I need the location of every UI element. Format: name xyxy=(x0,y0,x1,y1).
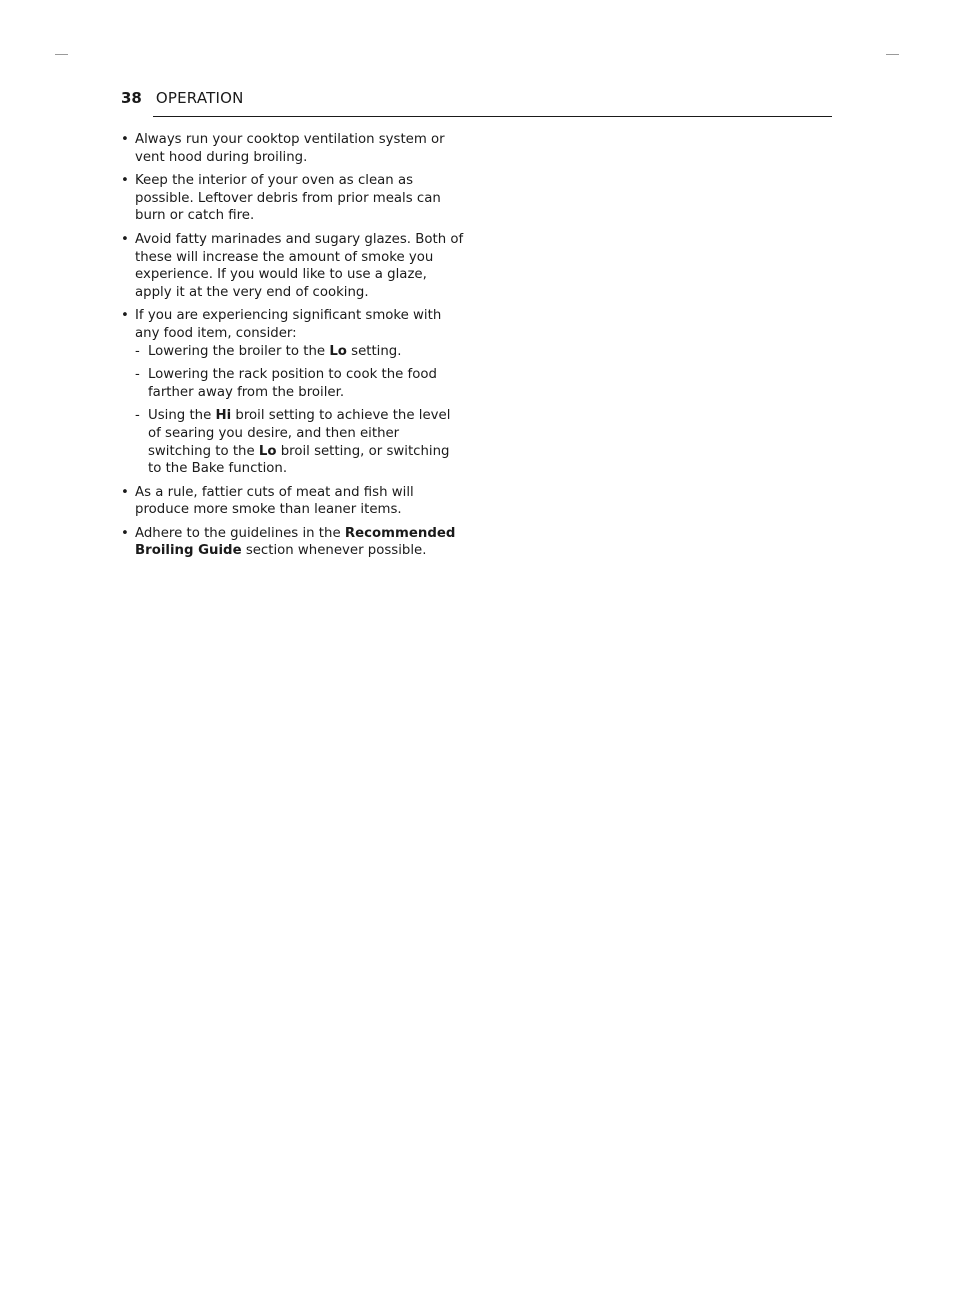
list-item-text: section whenever possible. xyxy=(241,543,427,559)
sub-list xyxy=(135,343,466,478)
list-item-text: Adhere to the guidelines in the xyxy=(135,525,345,541)
sub-list-item xyxy=(135,366,466,401)
setting-name: Lo xyxy=(258,443,277,459)
list-item xyxy=(121,307,466,477)
sub-item-text: Lowering the broiler to the xyxy=(148,343,330,359)
list-item xyxy=(121,484,466,519)
content-column xyxy=(121,131,466,566)
sub-item-text: Using the xyxy=(148,408,216,424)
page-header xyxy=(121,89,244,109)
list-item xyxy=(121,131,466,166)
page-number: 38 xyxy=(121,89,142,107)
setting-name: Lo xyxy=(329,343,347,359)
header-rule xyxy=(153,116,832,117)
guide-reference: Recommended Broiling Guide xyxy=(135,525,456,559)
sub-item-text: broil setting to achieve the level of searing you desire, and then either switching to the xyxy=(148,408,451,459)
sub-item-text: Lowering the rack position to cook the food farther away from the broiler. xyxy=(148,367,437,400)
list-item xyxy=(121,525,466,560)
list-item-text: Avoid fatty marinades and sugary glazes. Both of these will increase the amount of smoke you experience. If you would like to use a glaze, apply it at the very end of cooking. xyxy=(135,231,464,300)
bullet-marker: • xyxy=(121,231,129,247)
list-item-text: If you are experiencing significant smoke with any food item, consider: xyxy=(135,308,442,341)
crop-mark-right xyxy=(886,54,899,55)
setting-name: Hi xyxy=(215,408,232,424)
sub-item-text: setting. xyxy=(346,343,402,359)
dash-marker: - xyxy=(135,408,140,424)
sub-item-text: broil setting, or switching to the Bake function. xyxy=(148,443,450,477)
list-item xyxy=(121,172,466,225)
dash-marker: - xyxy=(135,367,140,383)
bullet-marker: • xyxy=(121,132,129,147)
list-item-text: As a rule, fattier cuts of meat and fish will produce more smoke than leaner items. xyxy=(135,484,414,518)
bullet-marker: • xyxy=(121,525,129,541)
sub-list-item xyxy=(135,407,466,477)
dash-marker: - xyxy=(135,343,140,359)
bullet-list xyxy=(121,131,466,560)
list-item-text: Keep the interior of your oven as clean as possible. Leftover debris from prior meals can burn or catch fire. xyxy=(135,173,441,224)
list-item xyxy=(121,231,466,301)
list-item-text: Always run your cooktop ventilation system or vent hood during broiling. xyxy=(135,132,445,165)
sub-list-item xyxy=(135,343,466,361)
section-title: OPERATION xyxy=(155,89,244,107)
bullet-marker: • xyxy=(121,484,129,500)
crop-mark-left xyxy=(55,54,68,55)
bullet-marker: • xyxy=(121,308,129,324)
bullet-marker: • xyxy=(121,173,129,189)
